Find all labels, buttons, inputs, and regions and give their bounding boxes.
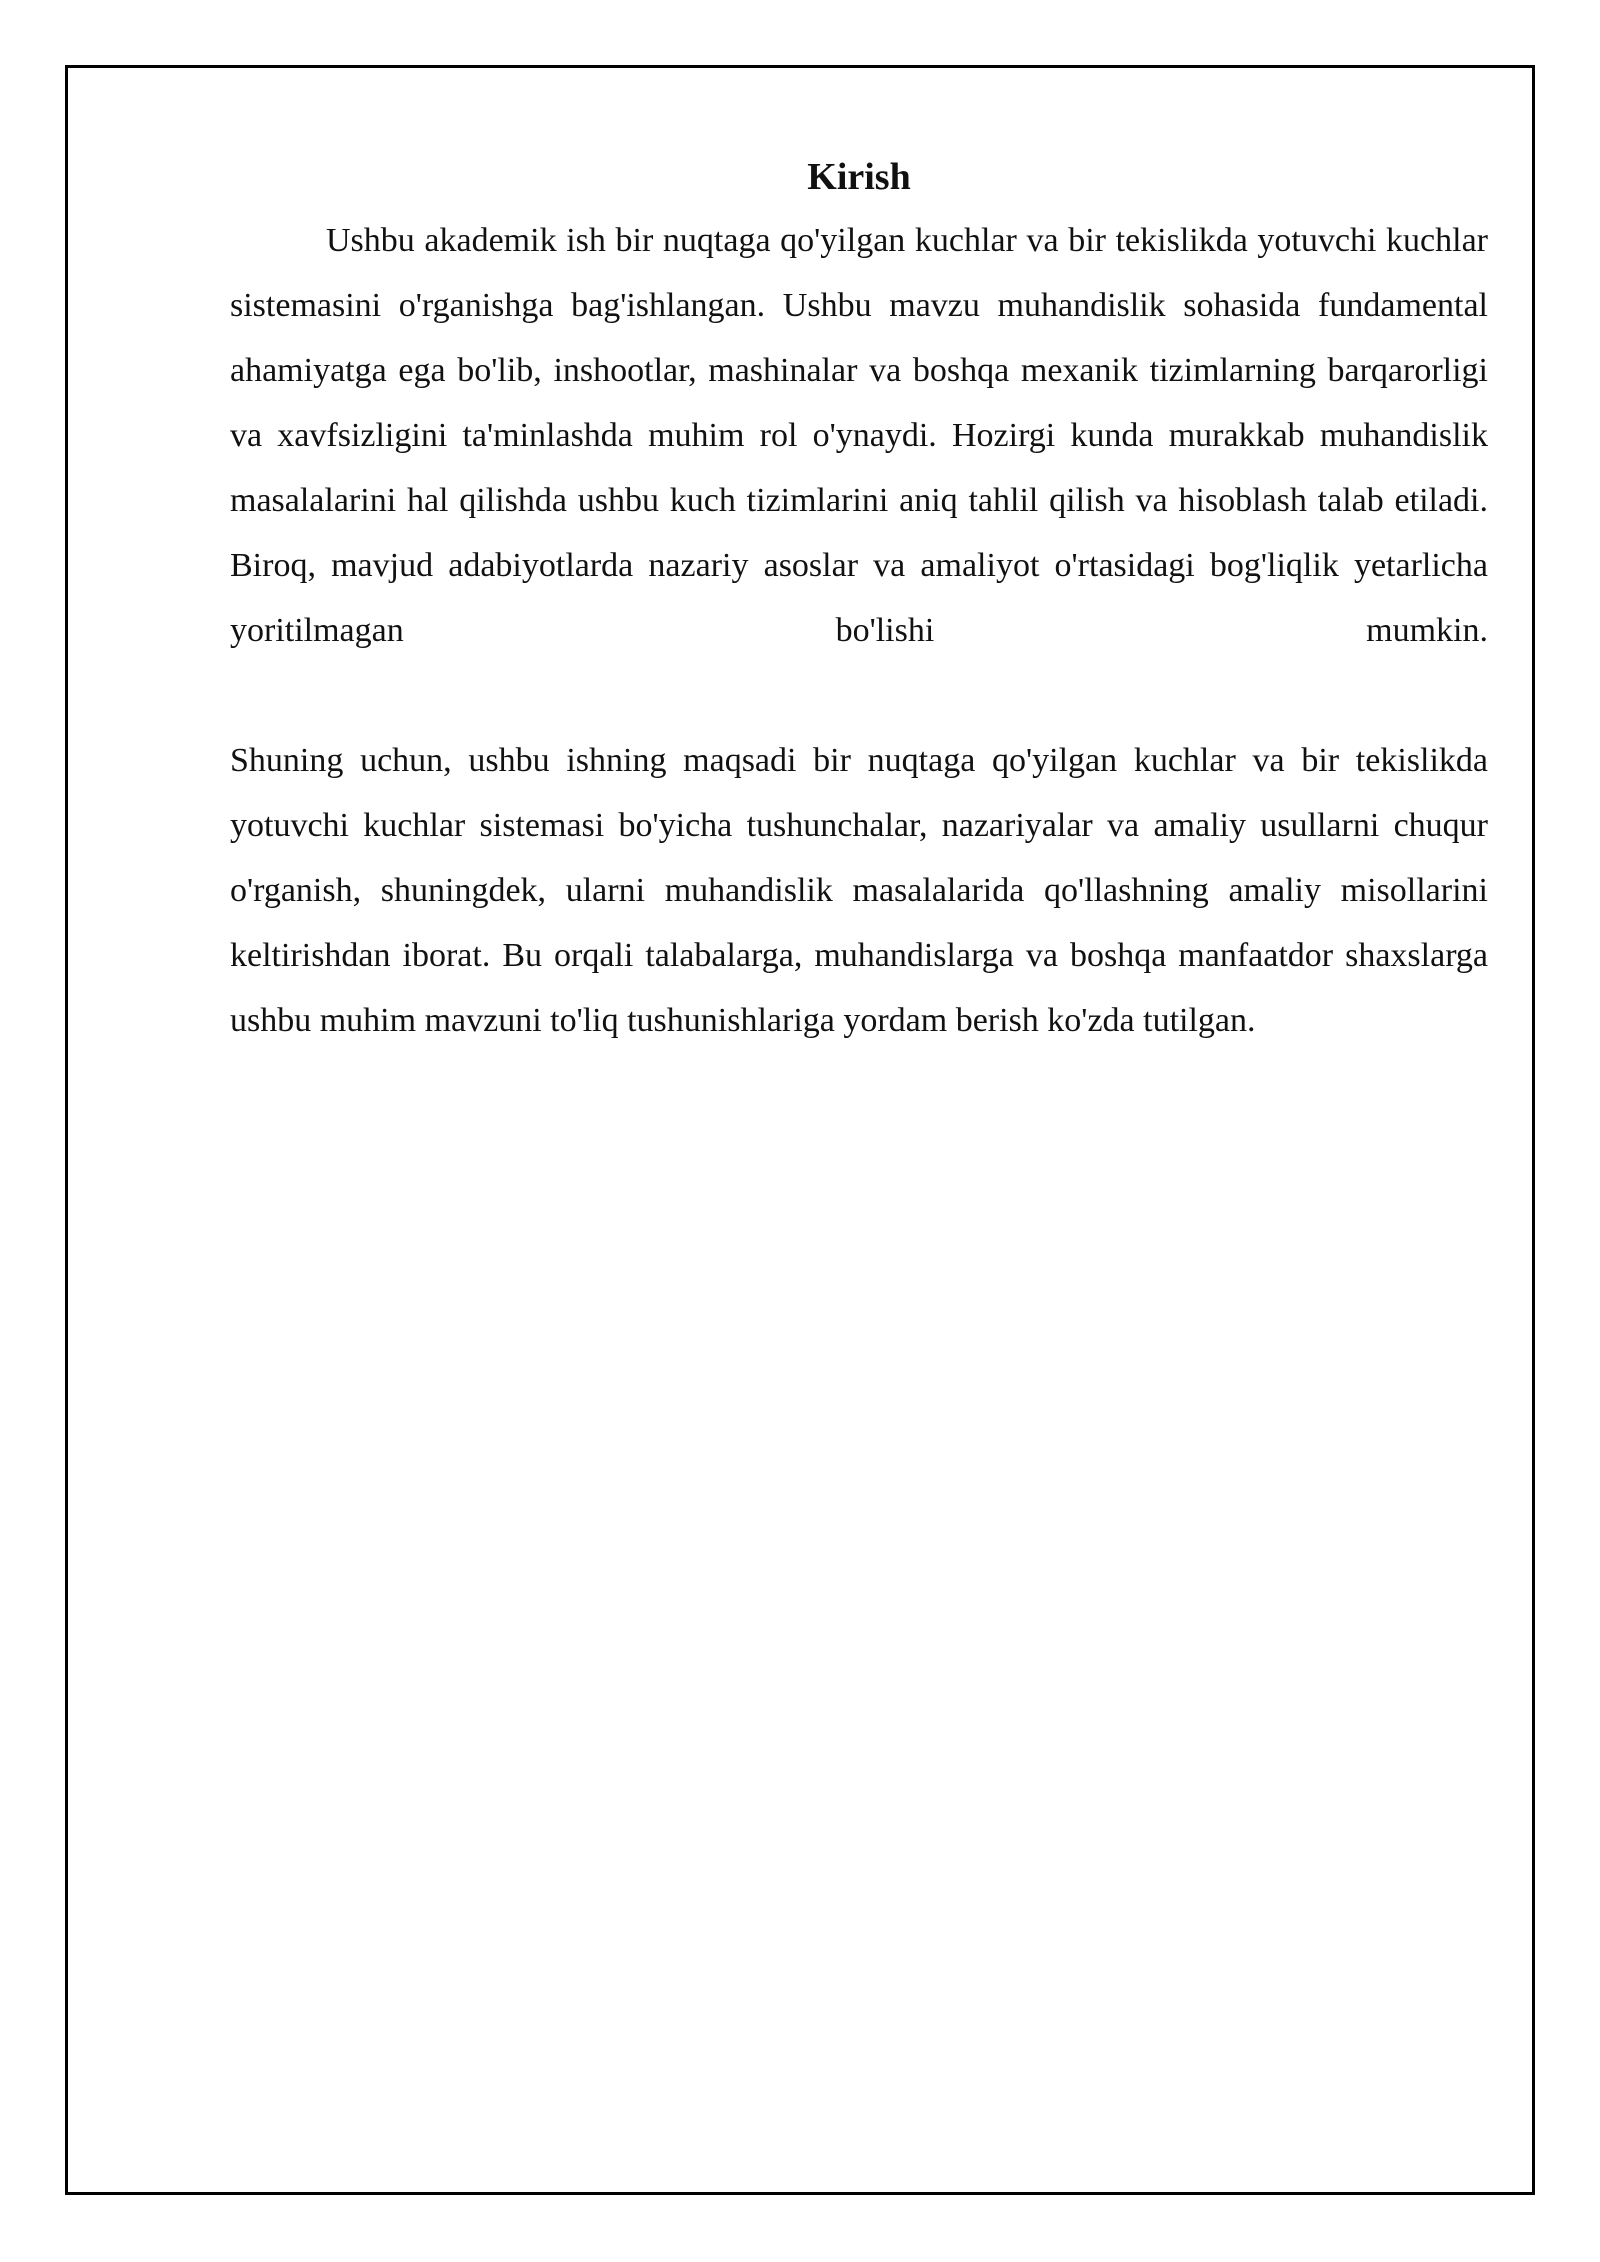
intro-paragraph-1: Ushbu akademik ish bir nuqtaga qo'yilgan kuchlar va bir tekislikda yotuvchi kuchlar sistemasini o'rganishga bag'ishlangan. Ushbu mavzu muhandislik sohasida fundamental ahamiyatga ega bo'lib, inshootlar, mashinalar va boshqa mexanik tizimlarning barqarorligi va xavfsizligini ta'minlashda muhim rol o'ynaydi. Hozirgi kunda murakkab muhandislik masalalarini hal qilishda ushbu kuch tizimlarini aniq tahlil qilish va hisoblash talab etiladi. Biroq, mavjud adabiyotlarda nazariy asoslar va amaliyot o'rtasidagi bog'liqlik yetarlicha yoritilmagan bo'lishi mumkin. — [230, 222, 1488, 649]
intro-paragraph-2: Shuning uchun, ushbu ishning maqsadi bir nuqtaga qo'yilgan kuchlar va bir tekislikda yotuvchi kuchlar sistemasi bo'yicha tushunchalar, nazariyalar va amaliy usullarni chuqur o'rganish, shuningdek, ularni muhandislik masalalarida qo'llashning amaliy misollarini keltirishdan iborat. Bu orqali talabalarga, muhandislarga va boshqa manfaatdor shaxslarga ushbu muhim mavzuni to'liq tushunishlariga yordam berish ko'zda tutilgan. — [230, 742, 1488, 1039]
document-body — [230, 150, 1488, 1053]
document-title: Kirish — [807, 156, 911, 198]
